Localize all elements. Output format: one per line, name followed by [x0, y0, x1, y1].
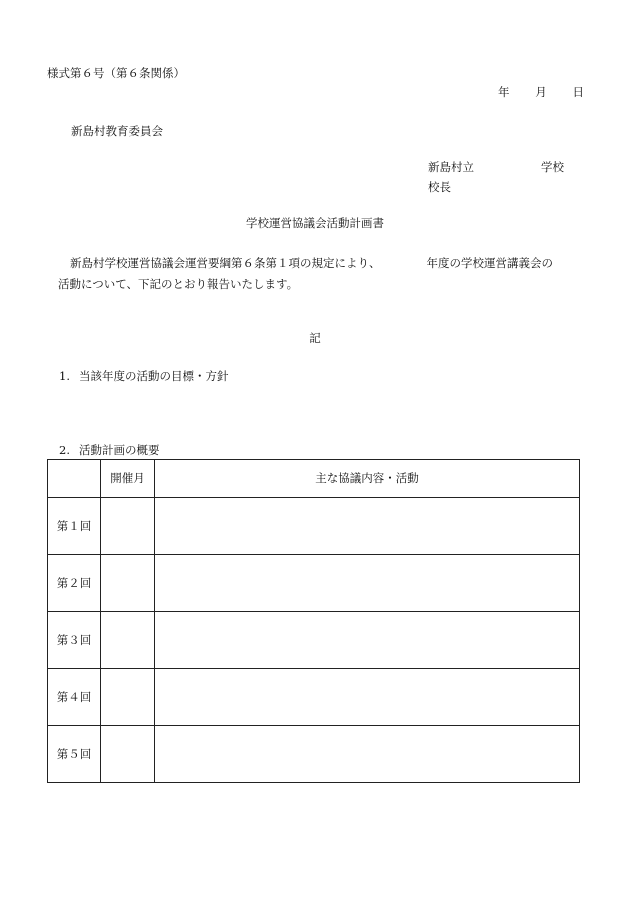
content-cell[interactable] [155, 498, 580, 555]
section-1-number: 1. [59, 369, 70, 383]
body-text [58, 253, 588, 295]
table-row [48, 498, 580, 555]
table-header-month: 開催月 [101, 460, 155, 498]
sender-school-suffix: 学校 [541, 160, 564, 174]
row-label: 第３回 [48, 612, 101, 669]
body-line-1-part-a: 新島村学校運営協議会運営要綱第６条第１項の規定により、 [70, 256, 381, 270]
ki-heading: 記 [309, 331, 321, 345]
month-cell[interactable] [101, 669, 155, 726]
document-title: 学校運営協議会活動計画書 [246, 216, 384, 230]
sender-school-prefix: 新島村立 [428, 160, 474, 174]
content-cell[interactable] [155, 555, 580, 612]
month-cell[interactable] [101, 555, 155, 612]
month-cell[interactable] [101, 498, 155, 555]
content-cell[interactable] [155, 726, 580, 783]
activity-plan-table [47, 459, 580, 783]
body-line-1 [58, 253, 588, 274]
table-row [48, 669, 580, 726]
content-cell[interactable] [155, 669, 580, 726]
row-label: 第４回 [48, 669, 101, 726]
body-line-1-part-b: 年度の学校運営講義会の [426, 256, 553, 270]
table-row [48, 612, 580, 669]
sender-school [428, 160, 564, 174]
table-header-content: 主な協議内容・活動 [155, 460, 580, 498]
table-header-blank [48, 460, 101, 498]
month-cell[interactable] [101, 612, 155, 669]
body-line-2: 活動について、下記のとおり報告いたします。 [58, 277, 299, 291]
date-day-label: 日 [572, 85, 584, 99]
section-1-text: 当該年度の活動の目標・方針 [79, 369, 229, 383]
addressee: 新島村教育委員会 [71, 124, 163, 138]
section-1-heading [59, 369, 229, 383]
date-line [498, 85, 584, 99]
section-2-text: 活動計画の概要 [79, 443, 160, 457]
table-row [48, 555, 580, 612]
section-2-heading [59, 443, 160, 457]
content-cell[interactable] [155, 612, 580, 669]
month-cell[interactable] [101, 726, 155, 783]
row-label: 第２回 [48, 555, 101, 612]
section-2-number: 2. [59, 443, 70, 457]
date-month-label: 月 [535, 85, 547, 99]
table-row [48, 726, 580, 783]
row-label: 第１回 [48, 498, 101, 555]
table-header-row [48, 460, 580, 498]
form-number: 様式第６号（第６条関係） [47, 66, 185, 80]
sender-principal: 校長 [428, 180, 451, 194]
row-label: 第５回 [48, 726, 101, 783]
date-year-label: 年 [498, 85, 510, 99]
